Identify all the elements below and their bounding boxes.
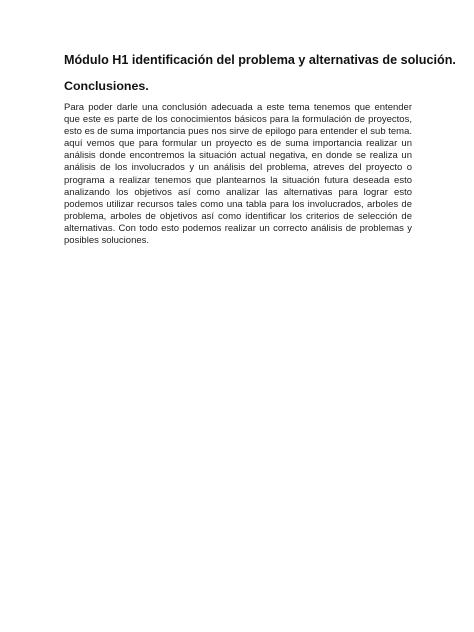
paragraph-intro: Para poder darle una conclusión adecuada a este tema tenemos que entender que este es parte de los conocimientos básicos para la formulación de proyectos, esto es de suma importancia pues nos sirve de epilogo para entender el sub tema. [64, 102, 413, 138]
paragraph-analysis: aquí vemos que para formular un proyecto es de suma importancia realizar un análisis donde encontremos la situación actual negativa, en donde se realiza un análisis de los involucrados y un análisis del problema, atreves del proyecto o programa a realizar tenemos que plantearnos la situación futura deseada esto analizando los objetivos así como analizar las alternativas para lograr esto podemos utilizar recursos tales como una tabla para los involucrados, arboles de problema, arboles de objetivos así como identificar los criterios de selección de alternativas. Con todo esto podemos realizar un correcto análisis de problemas y posibles soluciones. [64, 138, 412, 247]
document-title: Módulo H1 identificación del problema y alternativas de solución. [64, 53, 456, 67]
conclusion-paragraph [64, 102, 412, 247]
section-heading: Conclusiones. [64, 79, 149, 93]
document-content [64, 52, 456, 247]
